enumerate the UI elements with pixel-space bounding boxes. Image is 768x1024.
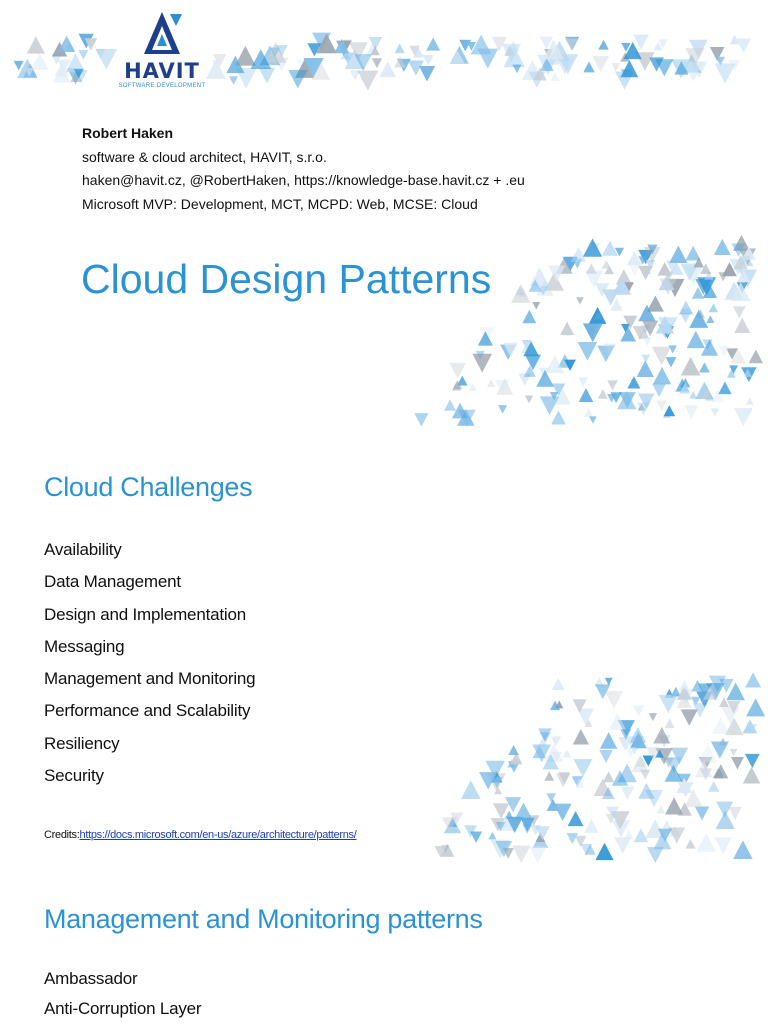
credits-label: Credits: bbox=[44, 829, 80, 841]
decorative-triangle bbox=[685, 839, 695, 849]
decorative-triangle bbox=[488, 832, 496, 840]
decorative-triangle bbox=[734, 318, 750, 333]
decorative-triangle bbox=[665, 765, 683, 782]
decorative-triangle bbox=[711, 408, 720, 416]
decorative-triangle bbox=[706, 315, 714, 323]
decorative-triangle bbox=[600, 732, 617, 749]
decorative-triangle bbox=[634, 828, 649, 842]
decorative-triangle bbox=[552, 678, 565, 690]
decorative-triangle bbox=[681, 357, 701, 376]
decorative-triangle bbox=[469, 383, 478, 391]
decorative-triangle bbox=[529, 846, 547, 863]
decorative-triangle bbox=[730, 749, 738, 756]
decorative-triangle bbox=[708, 781, 719, 792]
author-certifications: Microsoft MVP: Development, MCT, MCPD: Web, MCSE: Cloud bbox=[82, 195, 478, 212]
decorative-triangle bbox=[550, 72, 559, 81]
author-contacts: haken@havit.cz, @RobertHaken, https://knowledge-base.havit.cz + .eu bbox=[82, 172, 525, 188]
decorative-triangle bbox=[728, 807, 742, 820]
decorative-triangle bbox=[259, 68, 275, 84]
decorative-triangle bbox=[525, 395, 533, 403]
decorative-triangle bbox=[649, 713, 657, 721]
decorative-triangle bbox=[666, 357, 677, 367]
decorative-triangle bbox=[449, 363, 466, 379]
decorative-triangle bbox=[630, 727, 647, 743]
decorative-triangle bbox=[556, 774, 570, 788]
decorative-triangle bbox=[598, 389, 608, 399]
decorative-triangle bbox=[681, 709, 698, 725]
decorative-triangle bbox=[546, 793, 556, 802]
decorative-triangle bbox=[731, 757, 744, 769]
decorative-triangle bbox=[578, 342, 598, 361]
decorative-triangle bbox=[733, 840, 753, 859]
decorative-triangle bbox=[643, 338, 651, 346]
list-item: Management and Monitoring bbox=[44, 669, 256, 689]
havit-logo bbox=[112, 10, 212, 90]
decorative-triangle bbox=[714, 239, 731, 255]
decorative-triangle bbox=[544, 771, 554, 780]
decorative-triangle bbox=[583, 61, 594, 72]
list-item: Ambassador bbox=[44, 969, 138, 988]
logo-wordmark: HAVIT bbox=[124, 59, 200, 83]
decorative-triangle bbox=[58, 36, 75, 52]
decorative-triangle bbox=[288, 70, 307, 89]
decorative-triangle bbox=[27, 36, 45, 53]
decorative-triangle bbox=[697, 833, 716, 852]
decorative-triangle bbox=[721, 707, 739, 725]
decorative-triangle bbox=[563, 750, 571, 758]
decorative-triangle bbox=[749, 350, 763, 364]
decorative-triangle bbox=[652, 347, 671, 365]
decorative-triangle bbox=[357, 71, 378, 91]
credits-line bbox=[44, 827, 357, 843]
decorative-triangle bbox=[579, 388, 594, 402]
decorative-triangle bbox=[583, 323, 603, 342]
author-role: software & cloud architect, HAVIT, s.r.o. bbox=[82, 148, 327, 165]
decorative-triangle bbox=[652, 384, 666, 397]
decorative-triangle bbox=[554, 804, 572, 821]
decorative-triangle bbox=[511, 284, 531, 303]
decorative-triangle bbox=[444, 399, 456, 410]
decorative-triangle bbox=[423, 55, 434, 66]
decorative-triangle bbox=[681, 301, 689, 309]
decorative-triangle bbox=[525, 355, 541, 371]
decorative-triangle bbox=[605, 691, 623, 709]
list-item: Resiliency bbox=[44, 733, 120, 753]
decorative-triangle bbox=[656, 400, 667, 410]
decorative-triangle bbox=[512, 846, 531, 864]
decorative-triangle bbox=[414, 413, 428, 427]
decorative-triangle bbox=[746, 698, 765, 716]
decorative-triangle bbox=[532, 302, 540, 310]
decorative-triangle bbox=[637, 361, 654, 378]
decorative-triangle bbox=[736, 38, 751, 52]
decorative-triangle bbox=[745, 754, 760, 768]
decorative-triangle bbox=[718, 272, 728, 281]
author-name: Robert Haken bbox=[82, 125, 174, 141]
decorative-triangle bbox=[584, 408, 594, 417]
decorative-triangle bbox=[589, 416, 597, 423]
management-patterns-heading: Management and Monitoring patterns bbox=[44, 904, 483, 934]
decorative-triangle bbox=[470, 831, 482, 842]
decorative-triangle bbox=[718, 381, 731, 394]
decorative-triangle bbox=[584, 819, 598, 833]
decorative-triangle bbox=[472, 354, 492, 373]
decorative-triangle bbox=[379, 61, 395, 77]
decorative-triangle bbox=[746, 397, 754, 405]
decorative-triangle bbox=[538, 728, 551, 741]
decorative-triangle bbox=[560, 322, 574, 335]
decorative-triangle bbox=[640, 770, 650, 780]
decorative-triangle bbox=[653, 367, 671, 385]
decorative-triangle bbox=[426, 37, 440, 50]
list-item: Security bbox=[44, 766, 104, 786]
decorative-triangle bbox=[487, 379, 495, 387]
decorative-triangle bbox=[657, 805, 665, 813]
decorative-triangle bbox=[522, 310, 536, 323]
decorative-triangle bbox=[498, 405, 507, 414]
decorative-triangle bbox=[592, 56, 609, 72]
credits-link[interactable]: https://docs.microsoft.com/en-us/azure/architecture/patterns/ bbox=[79, 829, 357, 841]
decorative-triangle bbox=[571, 247, 587, 262]
decorative-triangle bbox=[576, 297, 584, 304]
decorative-triangle bbox=[743, 767, 761, 784]
decorative-triangle bbox=[689, 391, 697, 399]
decorative-triangle bbox=[595, 843, 613, 860]
decorative-triangle bbox=[647, 295, 664, 311]
list-item: Availability bbox=[44, 540, 122, 559]
decorative-triangle bbox=[551, 410, 566, 424]
decorative-triangle bbox=[745, 672, 761, 687]
decorative-triangle bbox=[395, 43, 405, 53]
decorative-triangle bbox=[638, 266, 653, 280]
decorative-triangle bbox=[633, 706, 645, 717]
decorative-triangle bbox=[535, 826, 550, 840]
decorative-triangle bbox=[508, 745, 519, 755]
decorative-triangle bbox=[647, 847, 664, 863]
list-item: Messaging bbox=[44, 636, 125, 656]
management-patterns-list bbox=[44, 964, 201, 1024]
decorative-triangle bbox=[709, 303, 718, 312]
decorative-triangle bbox=[627, 376, 640, 388]
list-item: Anti-Corruption Layer bbox=[44, 999, 202, 1018]
decorative-triangle bbox=[614, 837, 631, 853]
decorative-triangle bbox=[605, 678, 613, 686]
decorative-triangle bbox=[602, 260, 611, 269]
list-item: Design and Implementation bbox=[44, 604, 246, 624]
decorative-triangle bbox=[659, 695, 678, 713]
decorative-triangle bbox=[714, 837, 731, 854]
decorative-triangle bbox=[565, 39, 578, 51]
decorative-triangle bbox=[551, 736, 561, 746]
decorative-triangle bbox=[684, 405, 698, 419]
decorative-triangle bbox=[598, 40, 608, 50]
decorative-triangle bbox=[669, 246, 687, 263]
logo-tagline: SOFTWARE DEVELOPMENT bbox=[118, 83, 206, 89]
decorative-triangle bbox=[607, 380, 618, 390]
decorative-triangle bbox=[620, 60, 638, 77]
decorative-triangle bbox=[680, 680, 690, 689]
decorative-triangle bbox=[621, 787, 635, 800]
decorative-triangle bbox=[461, 780, 481, 799]
decorative-triangle bbox=[603, 771, 614, 782]
decorative-triangle bbox=[733, 306, 746, 318]
decorative-triangle bbox=[599, 750, 613, 763]
decorative-triangle bbox=[573, 729, 589, 745]
decorative-triangle bbox=[512, 65, 521, 74]
decorative-triangle bbox=[583, 238, 602, 256]
decorative-triangle bbox=[695, 807, 709, 821]
decorative-triangle bbox=[540, 396, 560, 415]
cloud-challenges-heading: Cloud Challenges bbox=[44, 472, 253, 502]
decorative-triangle bbox=[573, 759, 592, 777]
decorative-triangle bbox=[734, 408, 753, 426]
decorative-triangle bbox=[30, 53, 48, 70]
decorative-triangle bbox=[611, 63, 620, 71]
decorative-triangle bbox=[578, 377, 588, 386]
decorative-triangle bbox=[568, 811, 584, 826]
list-item: Data Management bbox=[44, 572, 181, 592]
cloud-challenges-list bbox=[44, 534, 255, 792]
decorative-triangle bbox=[372, 58, 382, 68]
decorative-triangle bbox=[477, 49, 498, 69]
list-item: Performance and Scalability bbox=[44, 701, 251, 721]
page-title: Cloud Design Patterns bbox=[81, 256, 492, 302]
decorative-triangle bbox=[664, 405, 676, 416]
author-block bbox=[82, 122, 525, 216]
decorative-triangle bbox=[699, 362, 710, 372]
havit-logo-mark-icon bbox=[140, 10, 184, 56]
decorative-triangle bbox=[665, 719, 675, 728]
decorative-triangle bbox=[620, 327, 636, 342]
decorative-triangle bbox=[680, 313, 690, 323]
decorative-triangle bbox=[712, 717, 730, 734]
decorative-triangle bbox=[229, 76, 238, 85]
decorative-triangle bbox=[419, 66, 435, 81]
decorative-triangle bbox=[78, 50, 88, 59]
